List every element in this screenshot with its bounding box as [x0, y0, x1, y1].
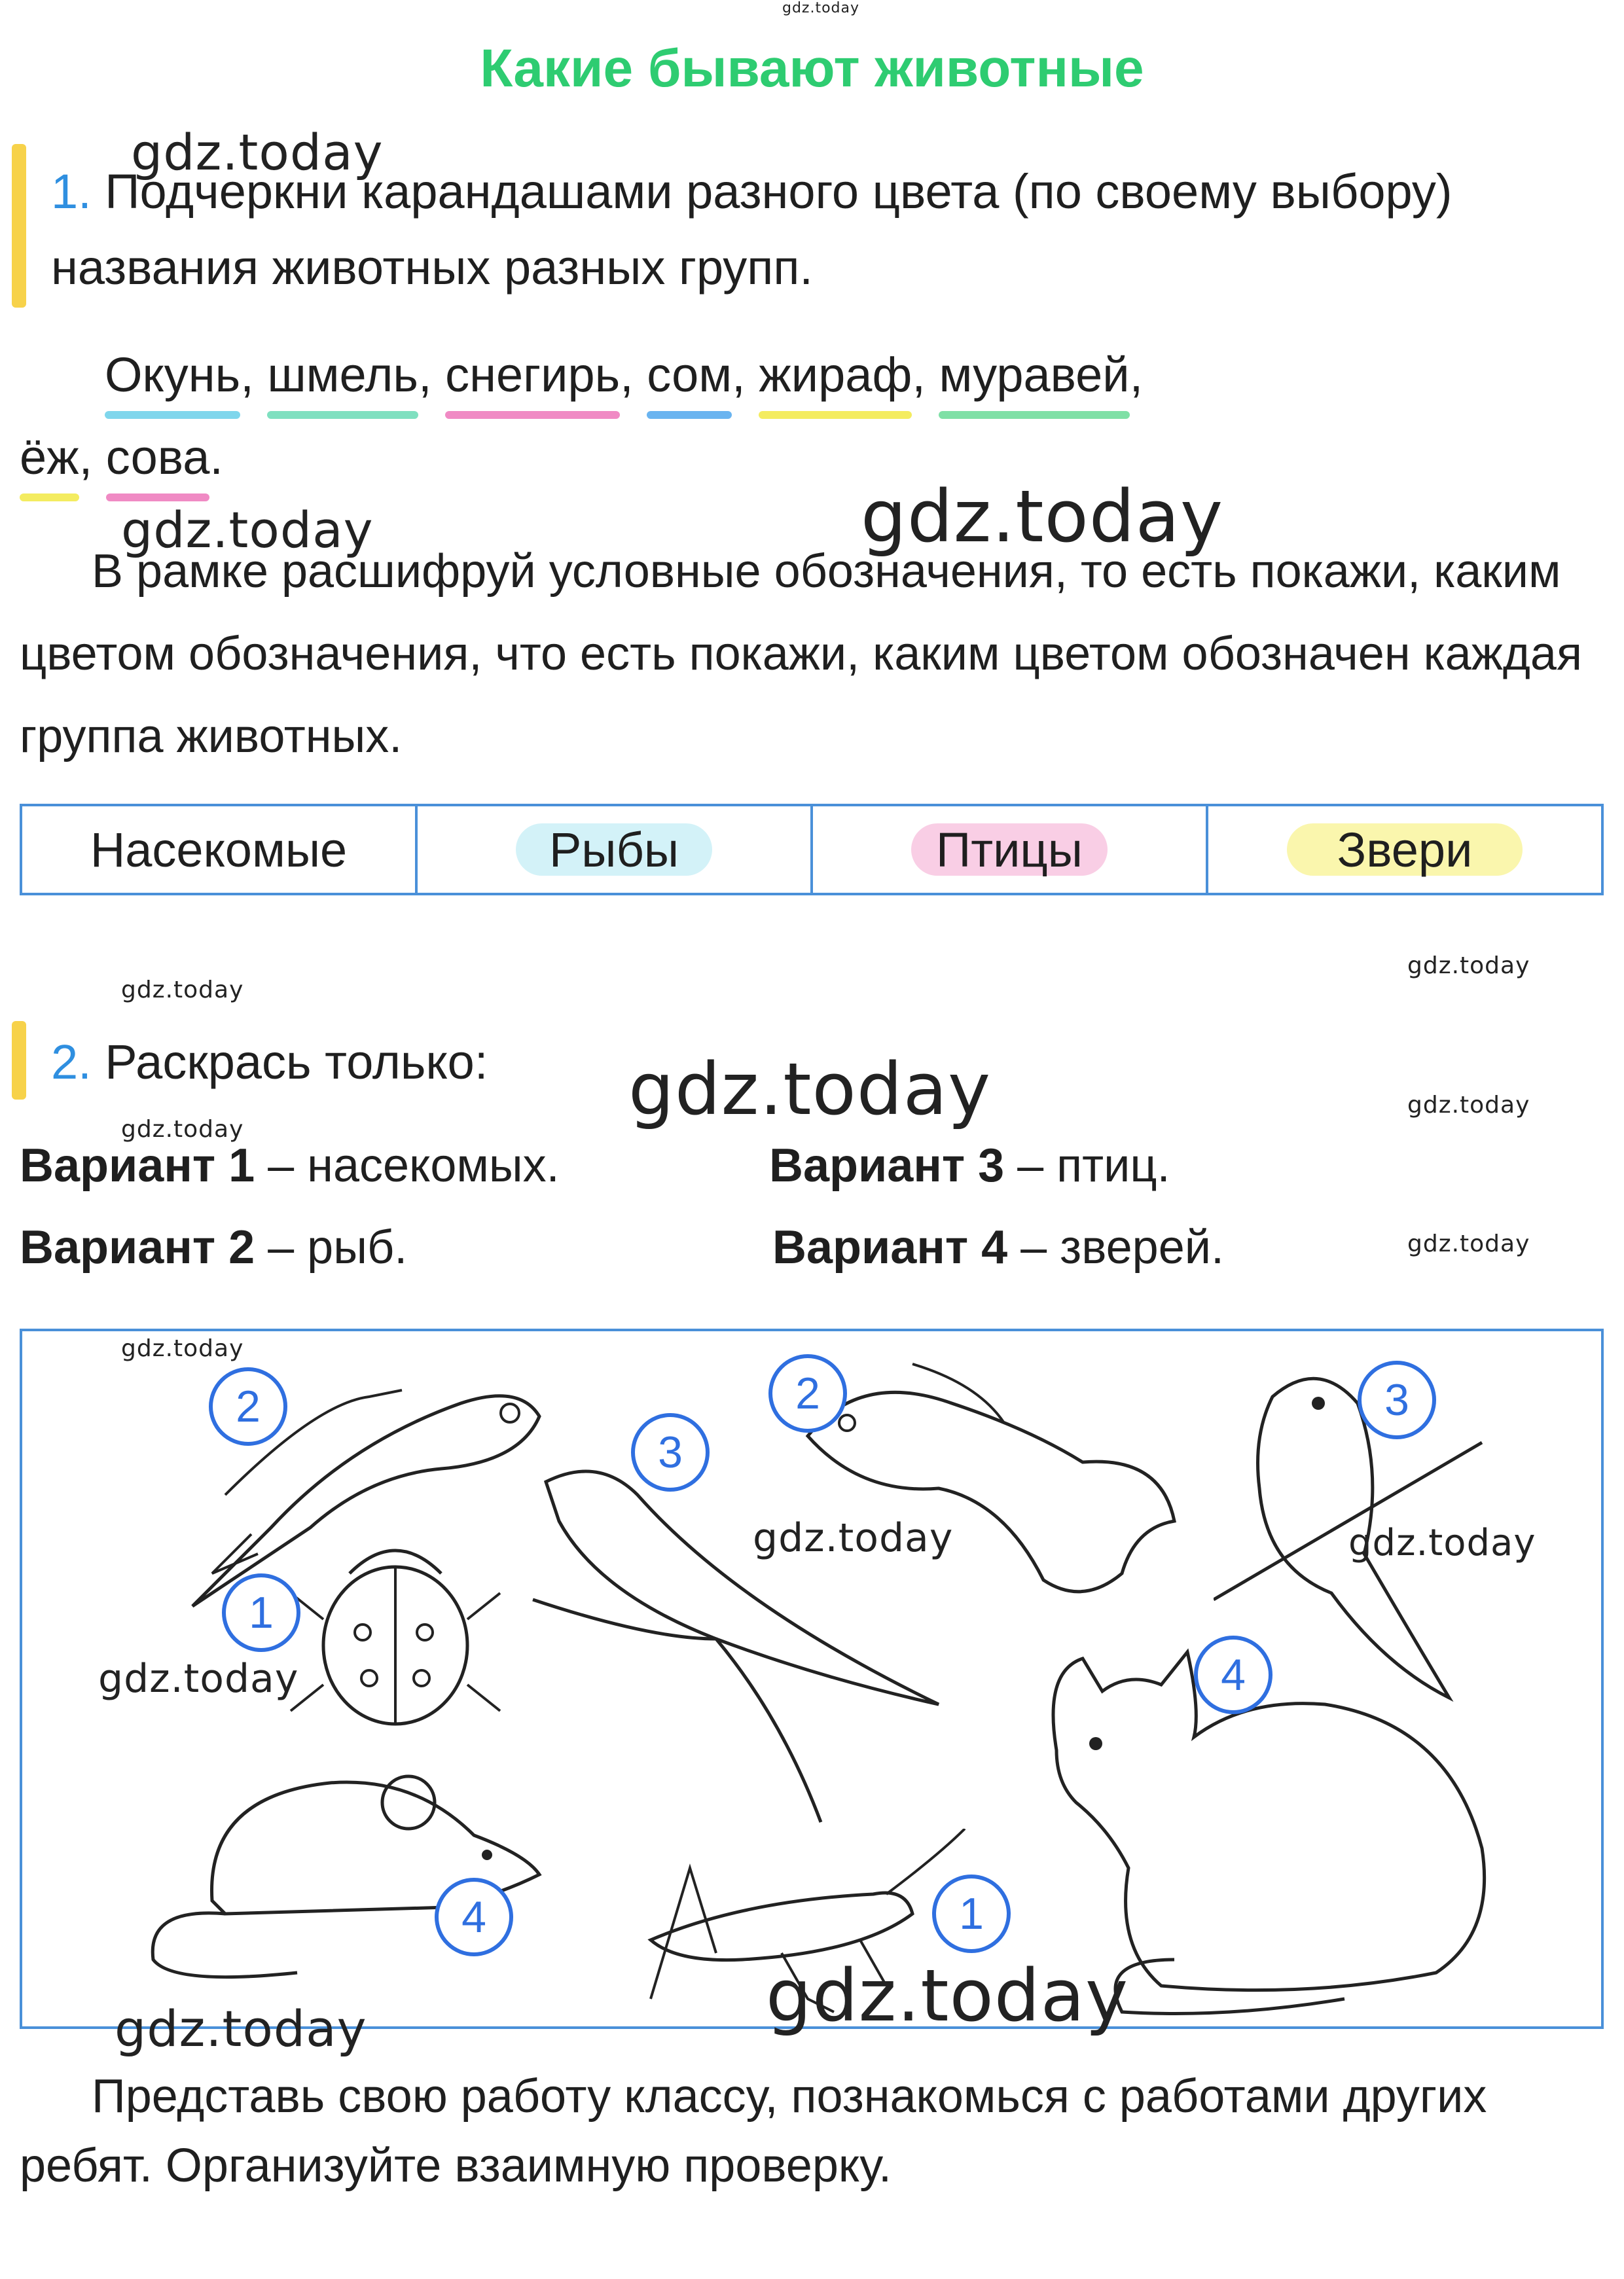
word-separator: , [1129, 348, 1144, 402]
legend-label: Насекомые [90, 822, 348, 877]
legend-cell-insects [22, 806, 418, 893]
legend-label: Птицы [936, 822, 1083, 877]
variant-text: – зверей. [1007, 1221, 1224, 1274]
underline-mark [647, 411, 732, 419]
underline-mark [939, 411, 1129, 419]
watermark: gdz.today [766, 1954, 1129, 2037]
variant-text: – рыб. [255, 1221, 408, 1274]
watermark: gdz.today [628, 1047, 992, 1131]
animal-word: жираф [759, 334, 912, 416]
word-separator: , [732, 348, 759, 402]
animal-word: сом [647, 334, 732, 416]
legend-table [20, 804, 1604, 895]
underline-mark [267, 411, 418, 419]
group-badge: 2 [768, 1354, 847, 1433]
watermark: gdz.today [753, 1515, 954, 1561]
animal-word-list [20, 334, 1591, 499]
ladybug-icon [284, 1515, 507, 1737]
word-separator: . [209, 430, 223, 484]
task2-marker [12, 1021, 26, 1100]
variant-label: Вариант 4 [772, 1221, 1008, 1274]
task2-instruction: Раскрась только: [105, 1035, 488, 1089]
task1-text [51, 154, 1583, 306]
watermark: gdz.today [98, 1656, 299, 1702]
watermark: gdz.today [121, 1116, 244, 1143]
group-badge: 3 [631, 1413, 710, 1492]
watermark: gdz.today [1348, 1522, 1536, 1564]
instruction-paragraph: В рамке расшифруй условные обозначения, то есть покажи, каким цветом обозначения, что есть покажи, каким цветом обозначен каждая группа животных. [20, 545, 1582, 763]
watermark: gdz.today [861, 475, 1224, 558]
closing-paragraph: Представь свою работу классу, познакомься с работами других ребят. Организуйте взаимную проверку. [20, 2070, 1487, 2192]
group-badge: 4 [1194, 1636, 1272, 1714]
variant-3 [769, 1139, 1170, 1193]
underline-mark [759, 411, 912, 419]
task1-number: 1. [51, 164, 92, 219]
animal-word: шмель [267, 334, 418, 416]
variant-text: – птиц. [1004, 1140, 1170, 1192]
word-separator: , [79, 430, 106, 484]
variant-text: – насекомых. [255, 1140, 560, 1192]
legend-label: Рыбы [549, 822, 679, 877]
variant-4 [772, 1221, 1224, 1274]
legend-cell-fish [418, 806, 813, 893]
watermark: gdz.today [1407, 952, 1530, 979]
watermark: gdz.today [121, 1335, 244, 1362]
watermark: gdz.today [1407, 1092, 1530, 1119]
task1-instruction: Подчеркни карандашами разного цвета (по своему выбору) названия животных разных групп. [51, 164, 1453, 295]
legend-label: Звери [1337, 822, 1473, 877]
legend-cell-mammals [1208, 806, 1601, 893]
animal-word: сова [106, 416, 210, 499]
word-separator: , [912, 348, 939, 402]
variant-label: Вариант 2 [20, 1221, 255, 1274]
word-separator: , [240, 348, 268, 402]
group-badge: 1 [222, 1573, 300, 1652]
word-separator: , [418, 348, 446, 402]
task2-number: 2. [51, 1035, 92, 1089]
animal-line-1 [20, 334, 1591, 416]
mouse-icon [134, 1757, 552, 1992]
watermark-top: gdz.today [782, 0, 860, 16]
group-badge: 3 [1358, 1361, 1436, 1439]
animal-word: Окунь [105, 334, 240, 416]
group-badge: 4 [435, 1878, 513, 1956]
group-badge: 2 [209, 1367, 287, 1446]
animal-word: ёж [20, 416, 79, 499]
variant-2 [20, 1221, 407, 1274]
animal-word: снегирь [445, 334, 620, 416]
variant-label: Вариант 3 [769, 1140, 1005, 1192]
watermark: gdz.today [121, 977, 244, 1003]
page-title: Какие бывают животные [480, 39, 1144, 98]
watermark: gdz.today [1407, 1230, 1530, 1257]
variant-label: Вариант 1 [20, 1140, 255, 1192]
word-separator: , [620, 348, 647, 402]
watermark: gdz.today [115, 2000, 367, 2058]
legend-cell-birds [813, 806, 1208, 893]
animal-line-2 [20, 416, 1591, 499]
underline-mark [445, 411, 620, 419]
group-badge: 1 [932, 1875, 1011, 1953]
watermark: gdz.today [131, 123, 384, 181]
task1-marker [12, 144, 26, 308]
variant-1 [20, 1139, 560, 1193]
animal-word: муравей [939, 334, 1129, 416]
watermark: gdz.today [121, 501, 374, 559]
underline-mark [20, 493, 79, 501]
